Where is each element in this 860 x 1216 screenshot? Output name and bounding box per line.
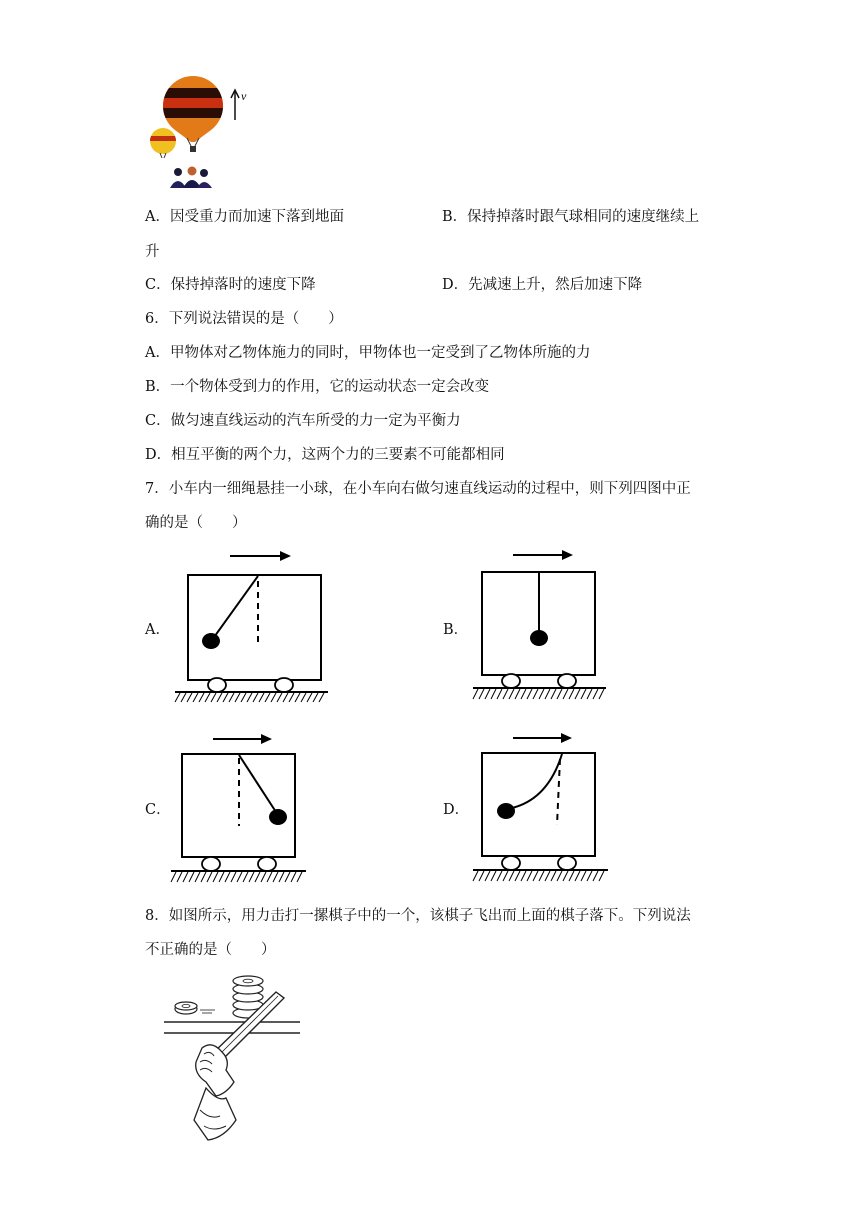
velocity-label: v: [241, 89, 247, 103]
hot-air-balloon-figure: [145, 72, 260, 192]
q6-option-c: C．做匀速直线运动的汽车所受的力一定为平衡力: [145, 413, 461, 429]
q7-label-a: A．: [145, 622, 170, 638]
q7-stem-continued: 确的是（ ）: [145, 515, 247, 531]
q6-option-a: A．甲物体对乙物体施力的同时，甲物体也一定受到了乙物体所施的力: [145, 345, 591, 361]
q7-label-d: D．: [443, 802, 470, 818]
q6-stem: 6．下列说法错误的是（ ）: [145, 311, 343, 327]
q5-option-b-continued: 升: [145, 244, 160, 260]
q7-label-c: C．: [145, 802, 171, 818]
q7-stem: 7．小车内一细绳悬挂一小球，在小车向右做匀速直线运动的过程中，则下列四图中正: [145, 481, 691, 497]
q8-stem-continued: 不正确的是（ ）: [145, 942, 276, 958]
q6-option-b: B．一个物体受到力的作用，它的运动状态一定会改变: [145, 379, 490, 395]
q5-option-c: C．保持掉落时的速度下降: [145, 277, 316, 293]
cart-figure-a: [170, 548, 335, 708]
chess-pieces-figure: [160, 970, 300, 1142]
cart-figure-c: [168, 728, 313, 888]
q5-option-d: D．先减速上升，然后加速下降: [442, 277, 643, 293]
cart-figure-d: [468, 727, 613, 887]
q7-label-b: B．: [443, 622, 469, 638]
cart-figure-b: [468, 545, 613, 707]
q6-option-d: D．相互平衡的两个力，这两个力的三要素不可能都相同: [145, 447, 505, 463]
q8-stem: 8．如图所示，用力击打一摞棋子中的一个，该棋子飞出而上面的棋子落下。下列说法: [145, 908, 691, 924]
q5-option-a: A．因受重力而加速下落到地面: [145, 209, 344, 225]
q5-option-b: B．保持掉落时跟气球相同的速度继续上: [442, 209, 700, 225]
